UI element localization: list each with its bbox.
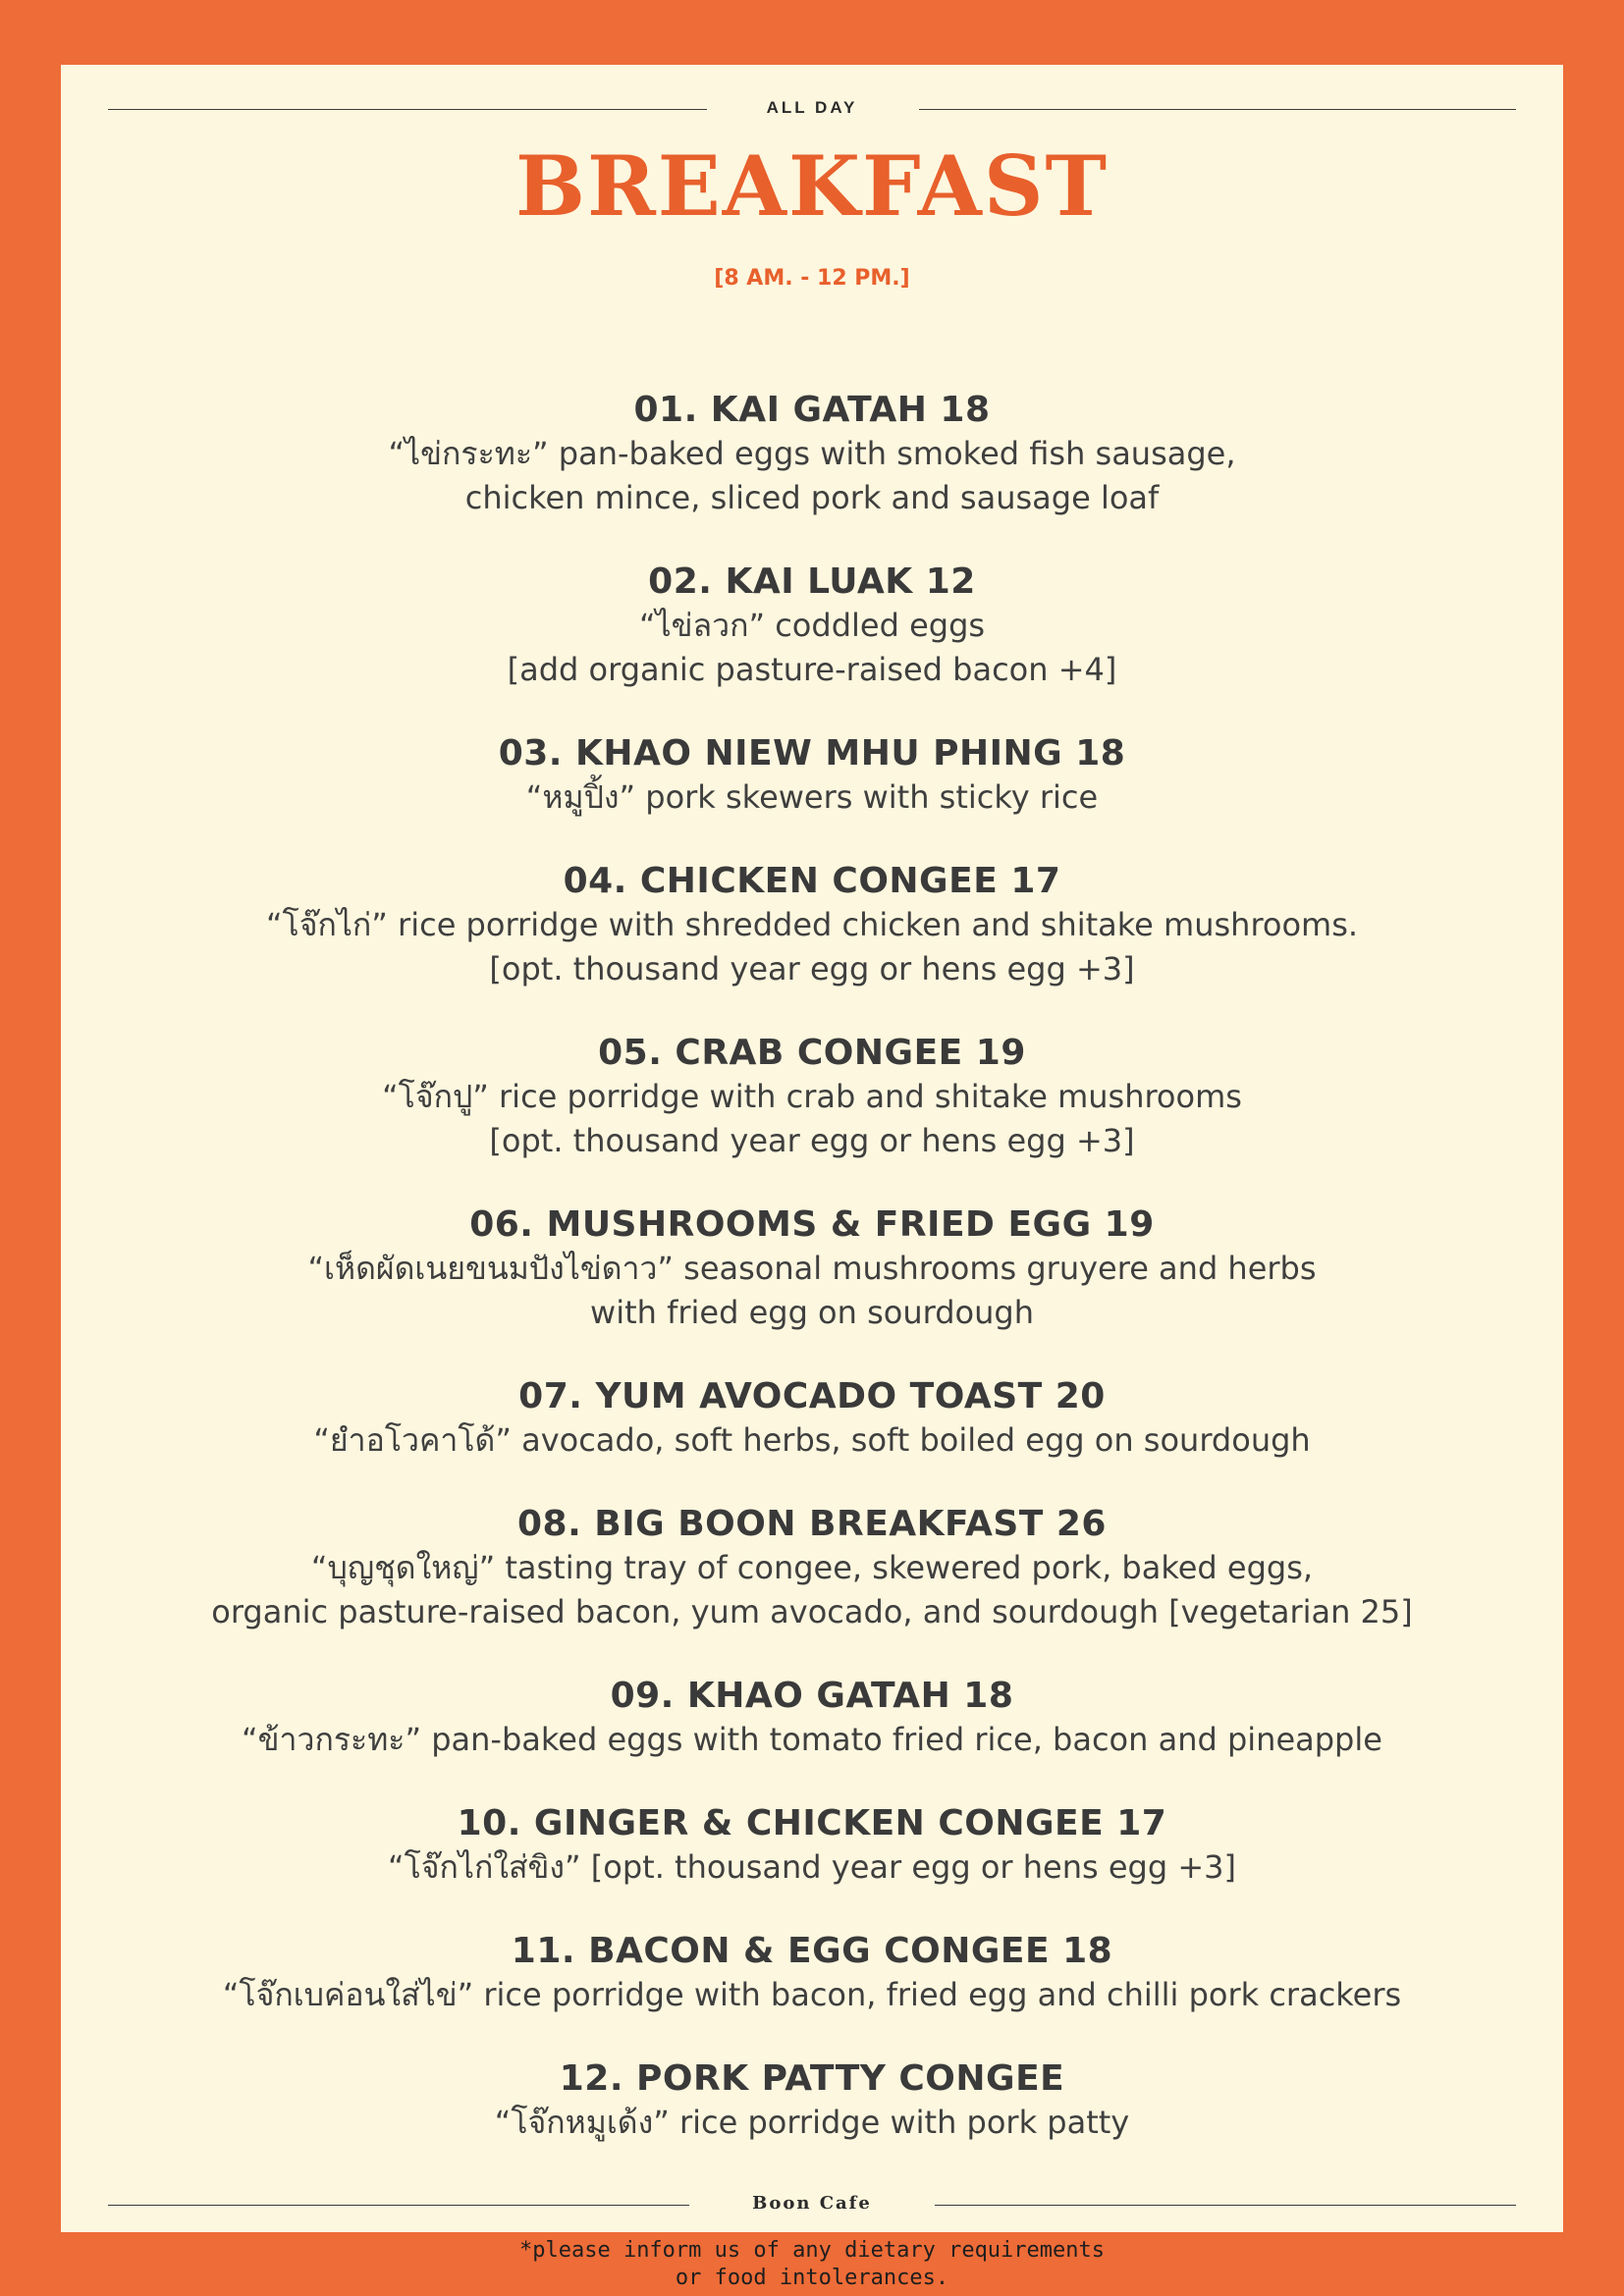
menu-item xyxy=(61,2057,1563,2145)
all-day-label: ALL DAY xyxy=(766,98,858,117)
menu-item-desc: [opt. thousand year egg or hens egg +3] xyxy=(489,950,1135,988)
menu-item-desc: “ยำอโวคาโด้” avocado, soft herbs, soft boiled egg on sourdough xyxy=(313,1421,1311,1459)
menu-item-desc: with fried egg on sourdough xyxy=(590,1294,1034,1331)
menu-item-desc: [add organic pasture-raised bacon +4] xyxy=(507,651,1117,688)
menu-item xyxy=(61,389,1563,520)
top-rule-row xyxy=(108,86,1516,116)
menu-item-name: 01. KAI GATAH 18 xyxy=(633,390,991,430)
menu-item-desc: “โจ๊กเบค่อนใส่ไข่” rice porridge with bacon, fried egg and chilli pork crackers xyxy=(222,1976,1402,2013)
menu-item-desc: [opt. thousand year egg or hens egg +3] xyxy=(489,1122,1135,1159)
menu-panel xyxy=(61,65,1563,2232)
footnote-line: or food intolerances. xyxy=(675,2266,949,2290)
menu-item-name: 09. KHAO GATAH 18 xyxy=(610,1676,1014,1716)
menu-item-desc: “โจ๊กหมูเด้ง” rice porridge with pork patty xyxy=(494,2104,1130,2141)
menu-item-name: 04. CHICKEN CONGEE 17 xyxy=(563,861,1061,901)
menu-item-desc: “ไข่กระทะ” pan-baked eggs with smoked fish sausage, xyxy=(388,435,1236,472)
menu-item-desc: chicken mince, sliced pork and sausage loaf xyxy=(464,479,1160,516)
menu-item xyxy=(61,1930,1563,2017)
top-rule-right xyxy=(919,109,1516,110)
menu-item-desc: “ข้าวกระทะ” pan-baked eggs with tomato fried rice, bacon and pineapple xyxy=(242,1721,1382,1758)
menu-item-name: 03. KHAO NIEW MHU PHING 18 xyxy=(498,733,1126,774)
menu-item-desc: “โจ๊กปู” rice porridge with crab and shitake mushrooms xyxy=(382,1078,1242,1115)
bottom-rule-right xyxy=(935,2205,1516,2206)
menu-item-desc: “โจ๊กไก่” rice porridge with shredded chicken and shitake mushrooms. xyxy=(265,906,1359,943)
menu-item xyxy=(61,1032,1563,1163)
footnote-line: *please inform us of any dietary requirements xyxy=(518,2238,1106,2263)
menu-item-name: 06. MUSHROOMS & FRIED EGG 19 xyxy=(469,1204,1155,1245)
menu-item-name: 11. BACON & EGG CONGEE 18 xyxy=(511,1931,1113,1971)
menu-item xyxy=(61,732,1563,820)
dietary-footnote xyxy=(0,2237,1624,2292)
menu-item-desc: “โจ๊กไก่ใส่ขิง” [opt. thousand year egg or hens egg +3] xyxy=(388,1848,1236,1886)
menu-item xyxy=(61,561,1563,692)
menu-item-name: 08. BIG BOON BREAKFAST 26 xyxy=(517,1504,1107,1544)
menu-item-desc: “บุญชุดใหญ่” tasting tray of congee, skewered pork, baked eggs, xyxy=(310,1549,1314,1586)
menu-item-name: 05. CRAB CONGEE 19 xyxy=(598,1033,1026,1073)
menu-item-desc: organic pasture-raised bacon, yum avocado, and sourdough [vegetarian 25] xyxy=(211,1593,1413,1630)
service-hours: [8 AM. - 12 PM.] xyxy=(714,266,910,291)
menu-item xyxy=(61,1802,1563,1890)
menu-item xyxy=(61,1203,1563,1335)
menu-item-name: 12. PORK PATTY CONGEE xyxy=(559,2058,1065,2099)
menu-title: BREAKFAST xyxy=(514,137,1110,235)
menu-item-name: 10. GINGER & CHICKEN CONGEE 17 xyxy=(457,1803,1167,1843)
menu-item-desc: “ไข่ลวก” coddled eggs xyxy=(638,607,986,644)
menu-item-name: 07. YUM AVOCADO TOAST 20 xyxy=(518,1376,1106,1416)
menu-item-desc: “เห็ดผัดเนยขนมปังไข่ดาว” seasonal mushrooms gruyere and herbs xyxy=(307,1250,1317,1287)
menu-item xyxy=(61,860,1563,991)
menu-item xyxy=(61,1503,1563,1634)
brand-logo: Boon Cafe xyxy=(752,2193,872,2214)
menu-item-name: 02. KAI LUAK 12 xyxy=(648,561,976,602)
menu-item-desc: “หมูปิ้ง” pork skewers with sticky rice xyxy=(525,778,1099,816)
menu-item xyxy=(61,1375,1563,1463)
bottom-rule-row xyxy=(108,2185,1516,2215)
menu-item xyxy=(61,1675,1563,1762)
